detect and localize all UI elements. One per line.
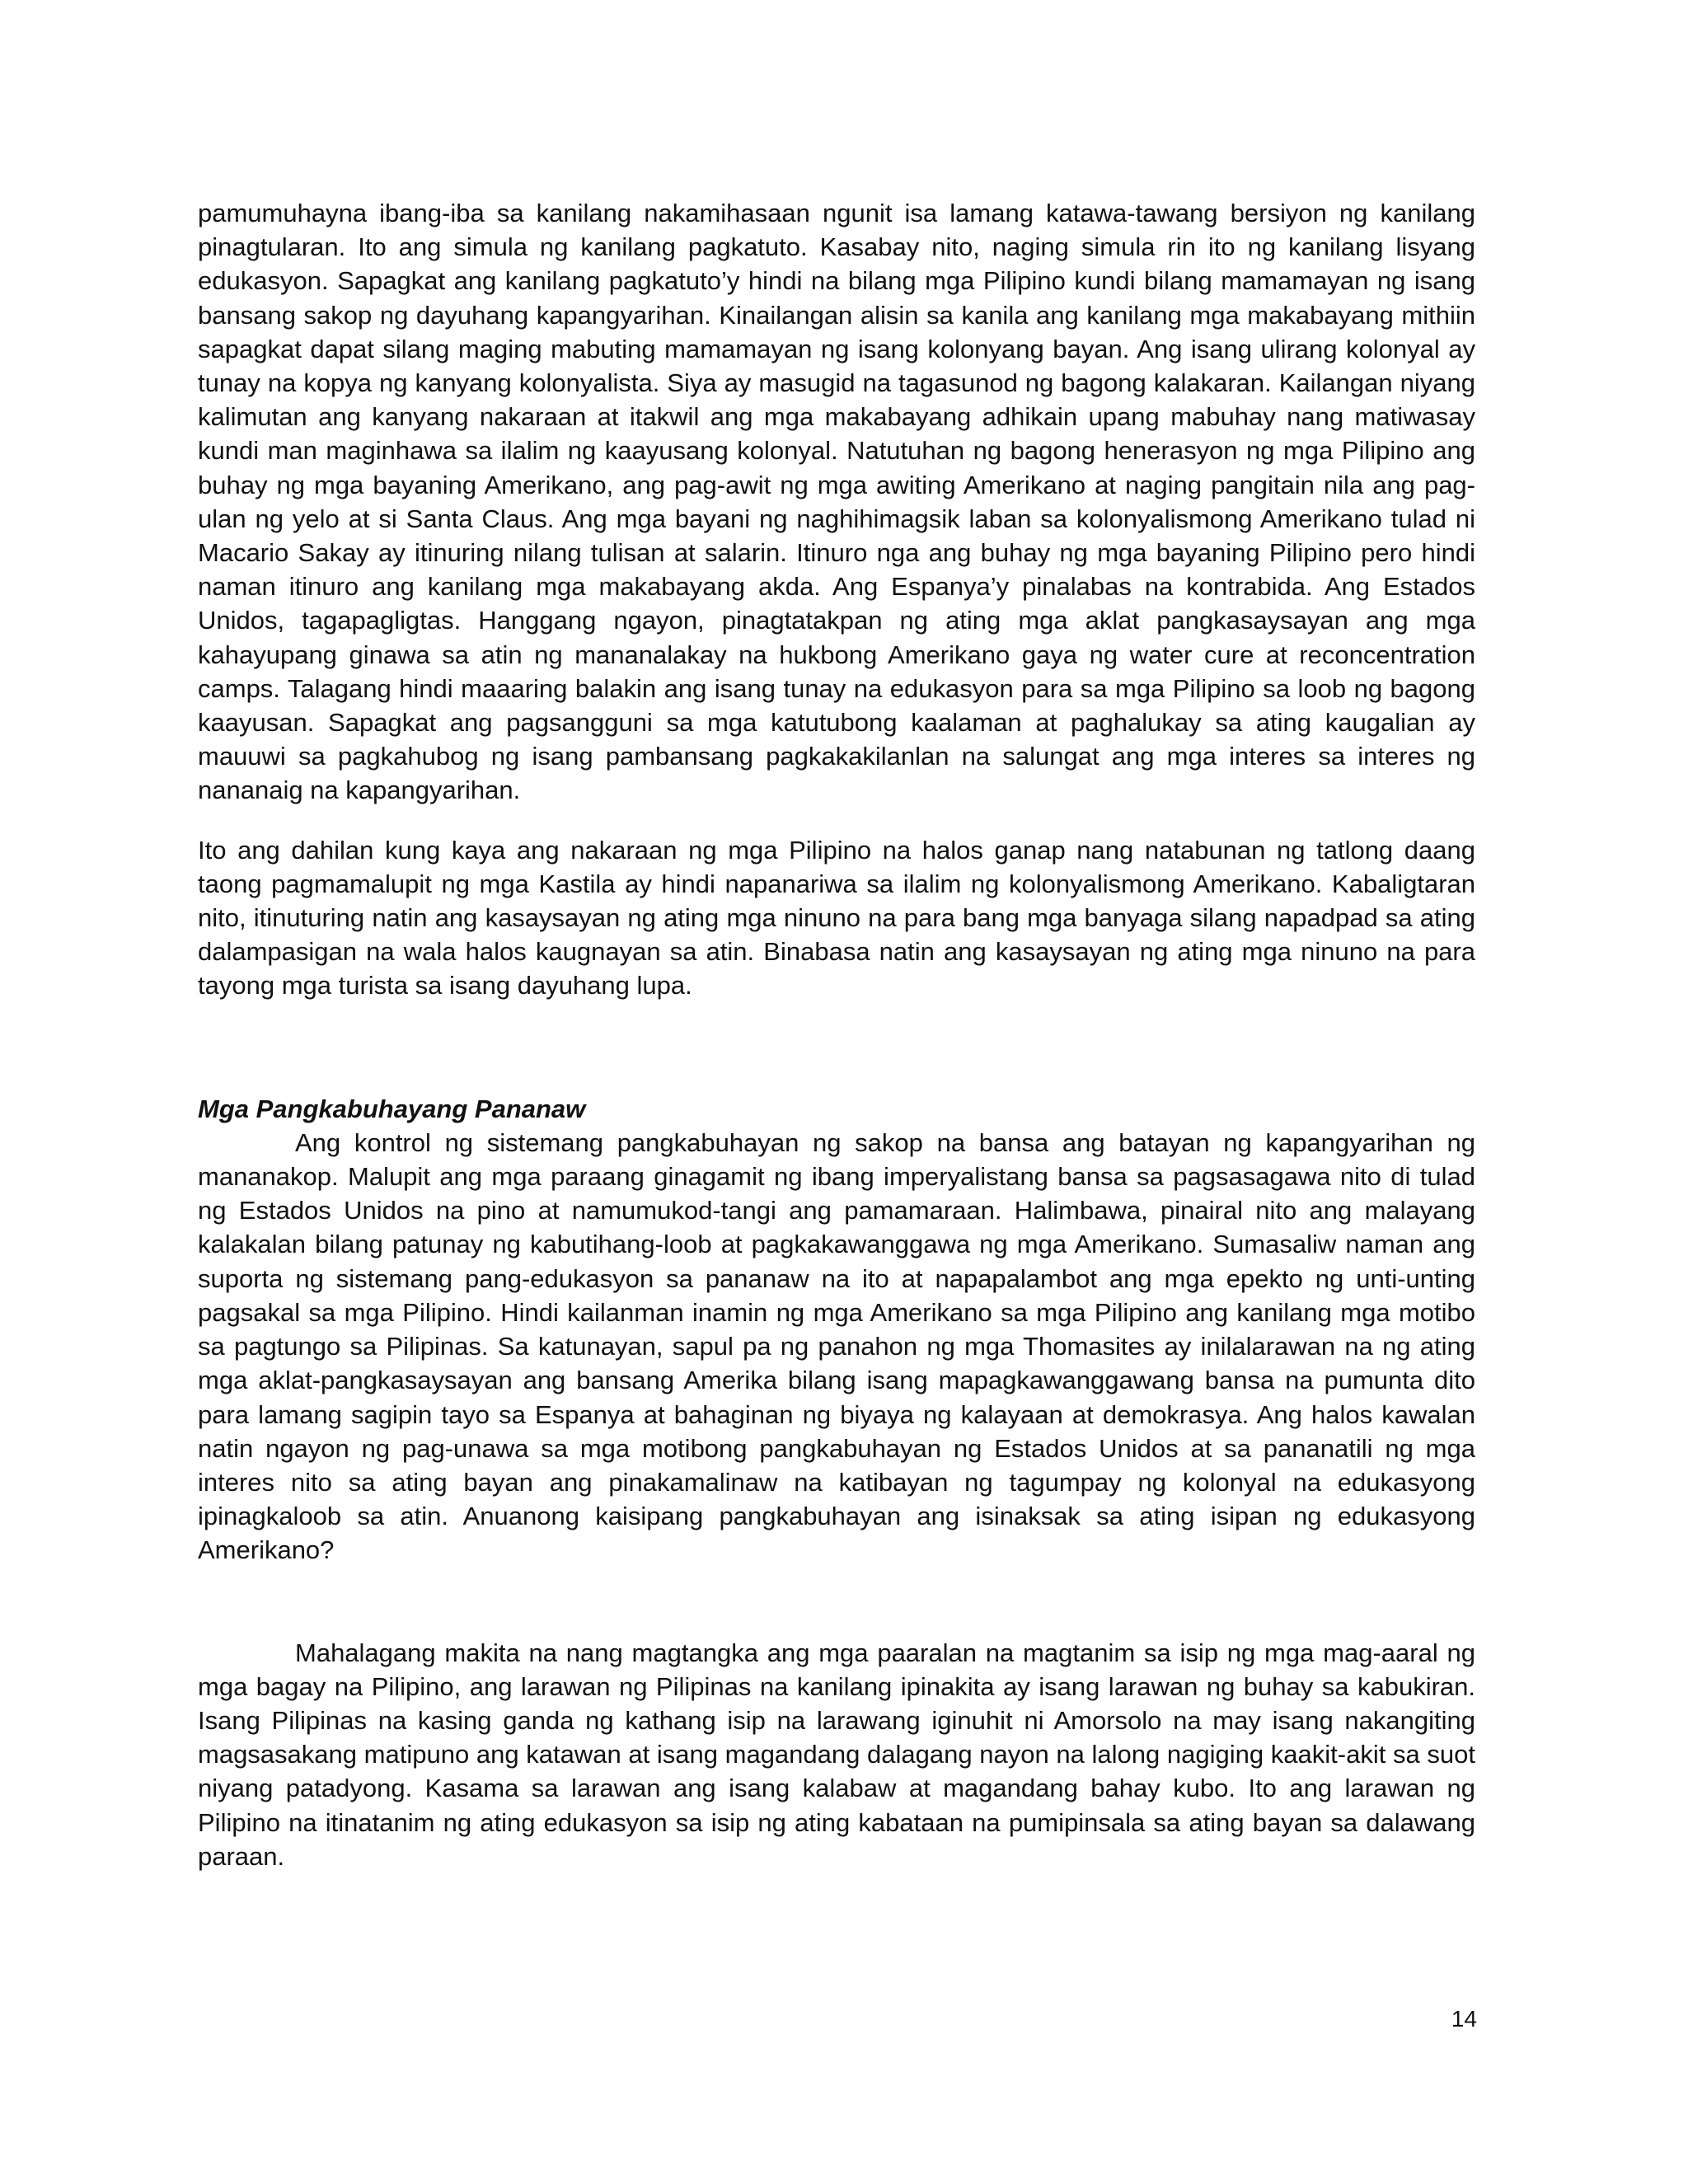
section-heading: Mga Pangkabuhayang Pananaw xyxy=(198,1094,586,1123)
paragraph-colonial-education: pamumuhayna ibang-iba sa kanilang nakamihasaan ngunit isa lamang katawa-tawang bersiyon ng kanilang pinagtularan. Ito ang simula ng kanilang pagkatuto. Kasabay nito, naging simula rin ito ng kanilang lisyang edukasyon. Sapagkat ang kanilang pagkatuto’y hindi na bilang mga Pilipino kundi bilang mamamayan ng isang bansang sakop ng dayuhang kapangyarihan. Kinailangan alisin sa kanila ang kanilang mga makabayang mithiin sapagkat dapat silang maging mabuting mamamayan ng isang kolonyang bayan. Ang isang ulirang kolonyal ay tunay na kopya ng kanyang kolonyalista. Siya ay masugid na tagasunod ng bagong kalakaran. Kailangan niyang kalimutan ang kanyang nakaraan at itakwil ang mga makabayang adhikain upang mabuhay nang matiwasay kundi man maginhawa sa ilalim ng kaayusang kolonyal. Natutuhan ng bagong henerasyon ng mga Pilipino ang buhay ng mga bayaning Amerikano, ang pag-awit ng mga awiting Amerikano at naging pangitain nila ang pag-ulan ng yelo at si Santa Claus. Ang mga bayani ng naghihimagsik laban sa kolonyalismong Amerikano tulad ni Macario Sakay ay itinuring nilang tulisan at salarin. Itinuro nga ang buhay ng mga bayaning Pilipino pero hindi naman itinuro ang kanilang mga makabayang akda. Ang Espanya’y pinalabas na kontrabida. Ang Estados Unidos, tagapagligtas. Hanggang ngayon, pinagtatakpan ng ating mga aklat pangkasaysayan ang mga kahayupang ginawa sa atin ng mananalakay na hukbong Amerikano gaya ng water cure at reconcentration camps. Talagang hindi maaaring balakin ang isang tunay na edukasyon para sa mga Pilipino sa loob ng bagong kaayusan. Sapagkat ang pagsangguni sa mga katutubong kaalaman at paghalukay sa ating kaugalian ay mauuwi sa pagkahubog ng isang pambansang pagkakakilanlan na salungat ang mga interes sa interes ng nananaig na kapangyarihan. xyxy=(198,199,1475,805)
paragraph-rural-image: Mahalagang makita na nang magtangka ang mga paaralan na magtanim sa isip ng mga mag-aaral ng mga bagay na Pilipino, ang larawan ng Pilipinas na kanilang ipinakita ay isang larawan ng buhay sa kabukiran. Isang Pilipinas na kasing ganda ng kathang isip na larawang iginuhit ni Amorsolo na may isang nakangiting magsasakang matipuno ang katawan at isang magandang dalagang nayon na lalong nagiging kaakit-akit sa suot niyang patadyong. Kasama sa larawan ang isang kalabaw at magandang bahay kubo. Ito ang larawan ng Pilipino na itinatanim ng ating edukasyon sa isip ng ating kabataan na pumipinsala sa ating bayan sa dalawang paraan. xyxy=(198,1638,1475,1871)
paragraph-forgotten-past: Ito ang dahilan kung kaya ang nakaraan ng mga Pilipino na halos ganap nang natabunan ng tatlong daang taong pagmamalupit ng mga Kastila ay hindi napanariwa sa ilalim ng kolonyalismong Amerikano. Kabaligtaran nito, itinuturing natin ang kasaysayan ng ating mga ninuno na para bang mga banyaga silang napadpad sa ating dalampasigan na wala halos kaugnayan sa atin. Binabasa natin ang kasaysayan ng ating mga ninuno na para tayong mga turista sa isang dayuhang lupa. xyxy=(198,835,1475,1001)
paragraph-economic-control: Ang kontrol ng sistemang pangkabuhayan ng sakop na bansa ang batayan ng kapangyarihan ng mananakop. Malupit ang mga paraang ginagamit ng ibang imperyalistang bansa sa pagsasagawa nito di tulad ng Estados Unidos na pino at namumukod-tangi ang pamamaraan. Halimbawa, pinairal nito ang malayang kalakalan bilang patunay ng kabutihang-loob at pagkakawanggawa ng mga Amerikano. Sumasaliw naman ang suporta ng sistemang pang-edukasyon sa pananaw na ito at napapalambot ang mga epekto ng unti-unting pagsakal sa mga Pilipino. Hindi kailanman inamin ng mga Amerikano sa mga Pilipino ang kanilang mga motibo sa pagtungo sa Pilipinas. Sa katunayan, sapul pa ng panahon ng mga Thomasites ay inilalarawan na ng ating mga aklat-pangkasaysayan ang bansang Amerika bilang isang mapagkawanggawang bansa na pumunta dito para lamang sagipin tayo sa Espanya at bahaginan ng biyaya ng kalayaan at demokrasya. Ang halos kawalan natin ngayon ng pag-unawa sa mga motibong pangkabuhayan ng Estados Unidos at sa pananatili ng mga interes nito sa ating bayan ang pinakamalinaw na katibayan ng tagumpay ng kolonyal na edukasyong ipinagkaloob sa atin. Anuanong kaisipang pangkabuhayan ang isinaksak sa ating isipan ng edukasyong Amerikano? xyxy=(198,1127,1475,1565)
document-body xyxy=(198,196,1475,1873)
page-number: 14 xyxy=(1451,2006,1477,2032)
